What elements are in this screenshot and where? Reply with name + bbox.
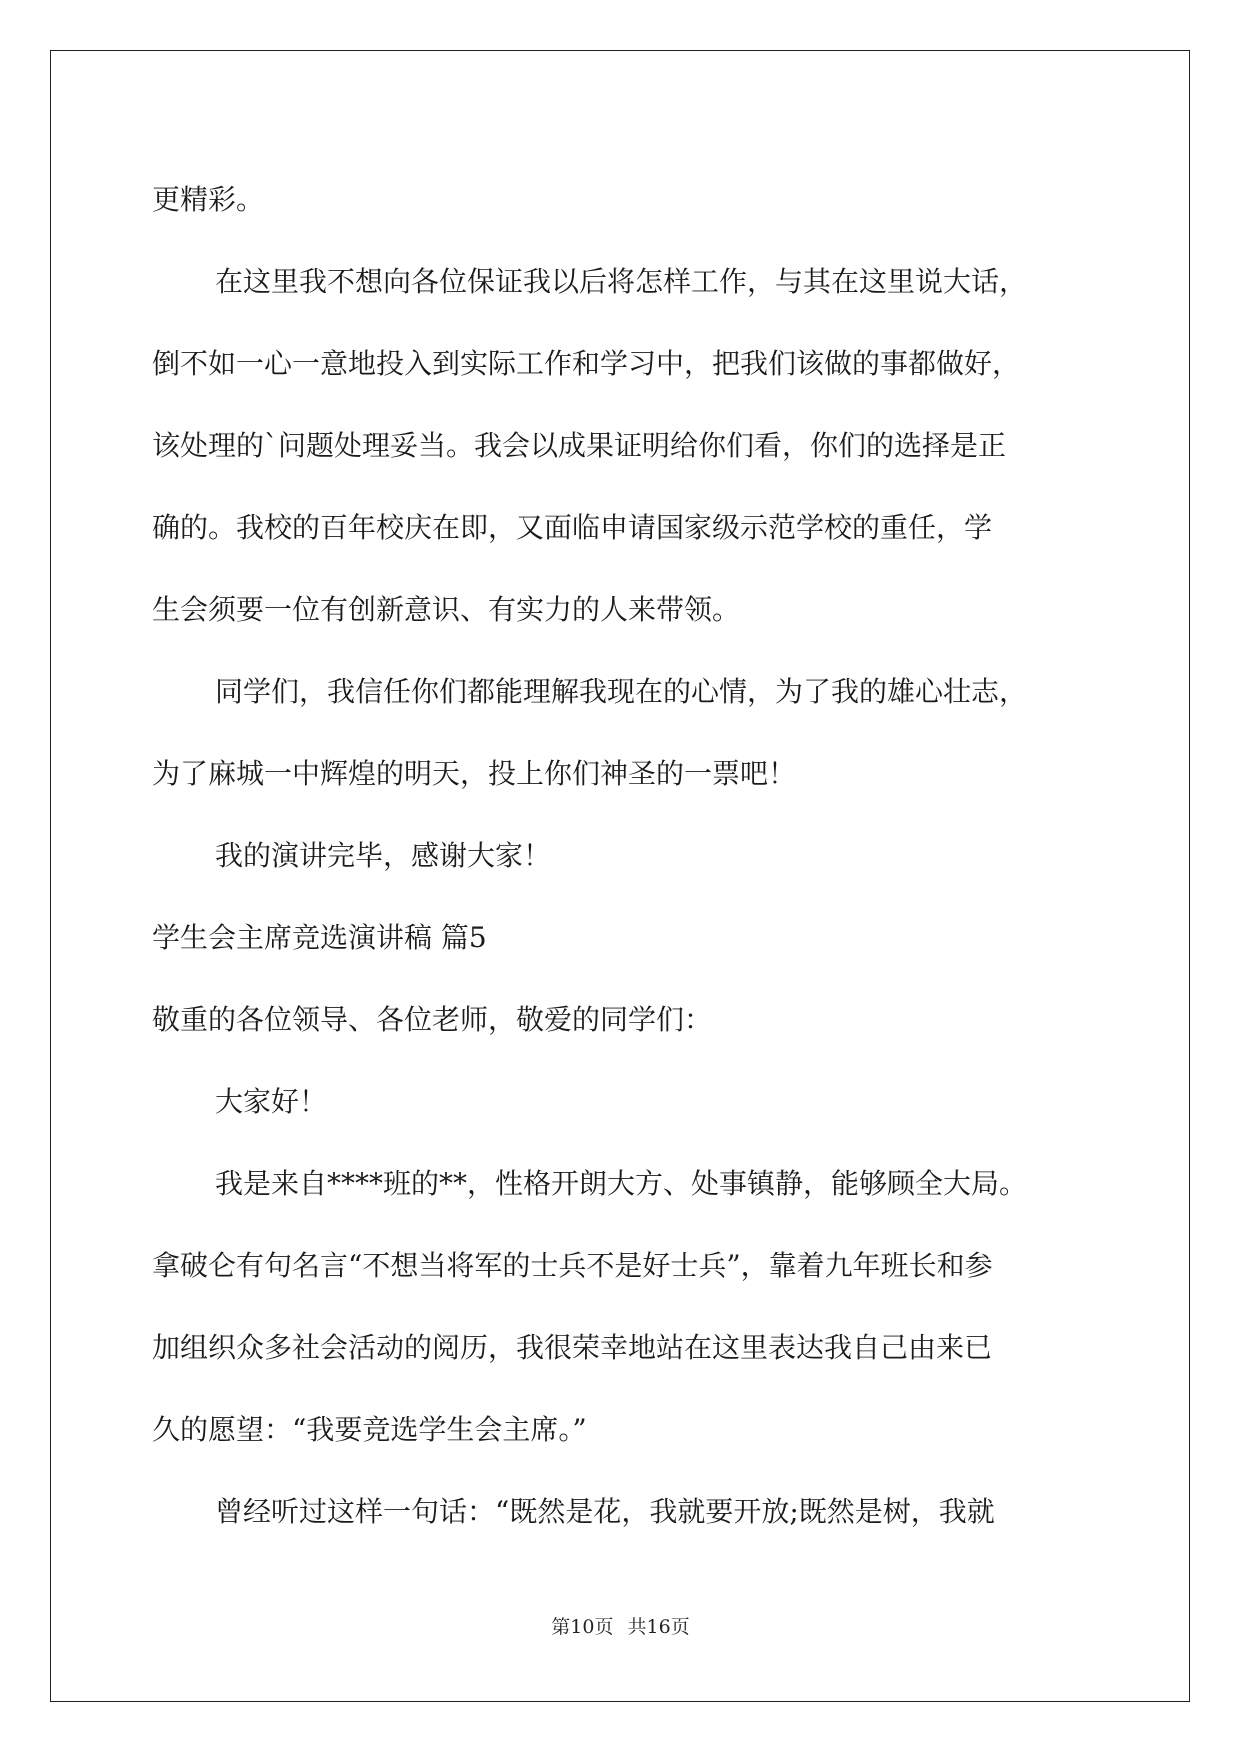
text-line: 拿破仑有句名言“不想当将军的士兵不是好士兵”，靠着九年班长和参 <box>152 1249 993 1282</box>
text-line: 同学们，我信任你们都能理解我现在的心情，为了我的雄心壮志， <box>215 675 1028 708</box>
text-line: 更精彩。 <box>152 183 265 216</box>
document-body <box>152 159 1092 1553</box>
text-line: 加组织众多社会活动的阅历，我很荣幸地站在这里表达我自己由来已 <box>152 1331 993 1364</box>
text-line: 倒不如一心一意地投入到实际工作和学习中，把我们该做的事都做好， <box>152 347 1021 380</box>
text-line: 该处理的`问题处理妥当。我会以成果证明给你们看，你们的选择是正 <box>152 429 1007 462</box>
text-line: 在这里我不想向各位保证我以后将怎样工作，与其在这里说大话， <box>215 265 1028 298</box>
text-line: 曾经听过这样一句话：“既然是花，我就要开放;既然是树，我就 <box>215 1495 995 1528</box>
text-line: 久的愿望：“我要竞选学生会主席。” <box>152 1413 587 1446</box>
text-line: 敬重的各位领导、各位老师，敬爱的同学们： <box>152 1003 713 1036</box>
text-line: 为了麻城一中辉煌的明天，投上你们神圣的一票吧！ <box>152 757 797 790</box>
section-heading: 学生会主席竞选演讲稿 篇5 <box>152 921 487 954</box>
page-total: 共16页 <box>627 1616 690 1638</box>
text-line: 确的。我校的百年校庆在即，又面临申请国家级示范学校的重任，学 <box>152 511 993 544</box>
text-line: 我是来自****班的**，性格开朗大方、处事镇静，能够顾全大局。 <box>215 1167 1028 1200</box>
text-line: 大家好！ <box>215 1085 328 1118</box>
text-line: 生会须要一位有创新意识、有实力的人来带领。 <box>152 593 741 626</box>
page-footer <box>0 1615 1241 1639</box>
text-line: 我的演讲完毕，感谢大家！ <box>215 839 552 872</box>
page-number: 第10页 <box>551 1616 614 1638</box>
